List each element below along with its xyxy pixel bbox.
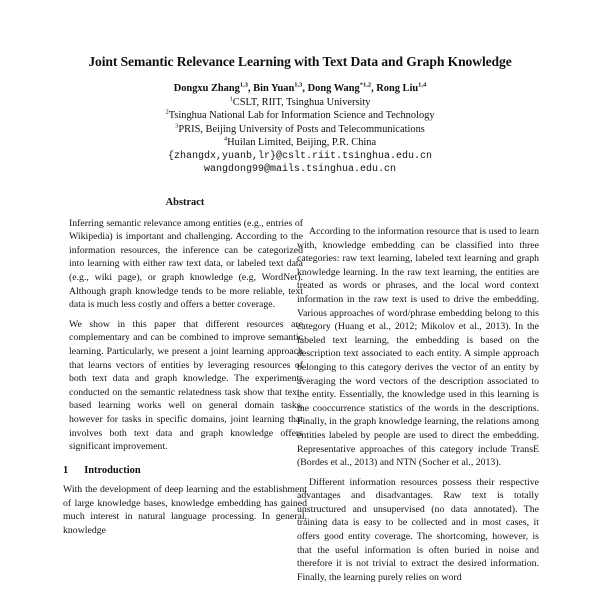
- author-name: Dongxu Zhang: [173, 83, 240, 94]
- body-paragraph: According to the information resource that is used to learn with, knowledge embedding can be classified into three categories: raw text learning, labeled text learning and graph knowledge learning. In the raw text learning, the entities are treated as words or phrases, and the local word context information in the raw text is used to drive the embedding. Various approaches of word/phrase embedding belong to this category (Huang et al., 2012; Mikolov et al., 2013). In the labeled text learning, the embedding is based on the description text associated to each entity. A simple approach belonging to this category derives the vector of an entity by averaging the word vectors of the description associated to the entity. Essentially, the knowledge used in this learning is the cooccurrence statistics of the words in the descriptions. Finally, in the graph knowledge learning, the relations among entities labeled by people are used to direct the embedding. Representative approaches of this category include TransE (Bordes et al., 2013) and NTN (Socher et al., 2013).: [297, 226, 539, 469]
- paper-title: Joint Semantic Relevance Learning with Text Data and Graph Knowledge: [88, 54, 512, 69]
- author-email[interactable]: {zhangdx,yuanb,lr}@cslt.riit.tsinghua.edu.cn: [167, 150, 433, 162]
- author-email[interactable]: wangdong99@mails.tsinghua.edu.cn: [203, 164, 397, 175]
- section-title: Introduction: [84, 464, 141, 476]
- author-sup: 1,4: [418, 81, 427, 89]
- author-sup: *1,2: [359, 81, 372, 89]
- abstract-heading: Abstract: [165, 197, 205, 208]
- left-column: [63, 196, 307, 544]
- abstract-body: [63, 217, 307, 454]
- author-sup: 1,3: [239, 81, 248, 89]
- body-paragraph: With the development of deep learning and the establishment of large knowledge bases, knowledge embedding has gained much interest in natural language processing. In general, knowledge: [63, 484, 307, 537]
- author-sup: 1,3: [294, 81, 303, 89]
- affiliation: $^1$CSLT, RIIT, Tsinghua University: [229, 95, 371, 108]
- author-name: Bin Yuan: [253, 83, 295, 94]
- section-number: 1: [63, 464, 69, 476]
- author-list: Dongxu Zhang$^{1,3}$, Bin Yuan$^{1,3}$, Dong Wang$^{*1,2}$, Rong Liu$^{1,4}$: [173, 81, 427, 94]
- right-column: [297, 225, 539, 590]
- author-block: [0, 82, 600, 177]
- body-paragraph: Different information resources possess their respective advantages and disadvantages. Raw text is totally unstructured and unsupervised (no data annotated). The training data is easy to be collected and in most cases, it offers good entity coverage. The shortcoming, however, is that the useful information is often buried in noise and therefore it is not trivial to extract the desired information. Finally, the learning purely relies on word: [297, 476, 539, 583]
- affiliation: $^4$Huilan Limited, Beijing, P.R. China: [223, 135, 377, 148]
- affiliation: $^3$PRIS, Beijing University of Posts and Telecommunications: [175, 122, 425, 135]
- abstract-paragraph: Inferring semantic relevance among entities (e.g., entries of Wikipedia) is important and challenging. According to the information resources, the inference can be categorized into learning with either raw text data, or labeled text data (e.g., wiki page), or graph knowledge (e.g, WordNet). Although graph knowledge tends to be more reliable, text data is much less costly and offers a better coverage.: [69, 217, 303, 311]
- section-heading: [63, 464, 307, 478]
- author-name: Dong Wang: [307, 83, 360, 94]
- affiliation: $^2$Tsinghua National Lab for Information Science and Technology: [165, 108, 435, 121]
- author-name: Rong Liu: [376, 83, 419, 94]
- abstract-paragraph: We show in this paper that different resources are complementary and can be combined to improve semantic learning. Particularly, we present a joint learning approach that learns vectors of entities by leveraging resources of both text data and graph knowledge. The experiments conducted on the semantic relatedness task show that text-based learning works well on general domain tasks, however for tasks in specific domains, joint learning that involves both text data and graph knowledge offers significant improvement.: [69, 318, 303, 453]
